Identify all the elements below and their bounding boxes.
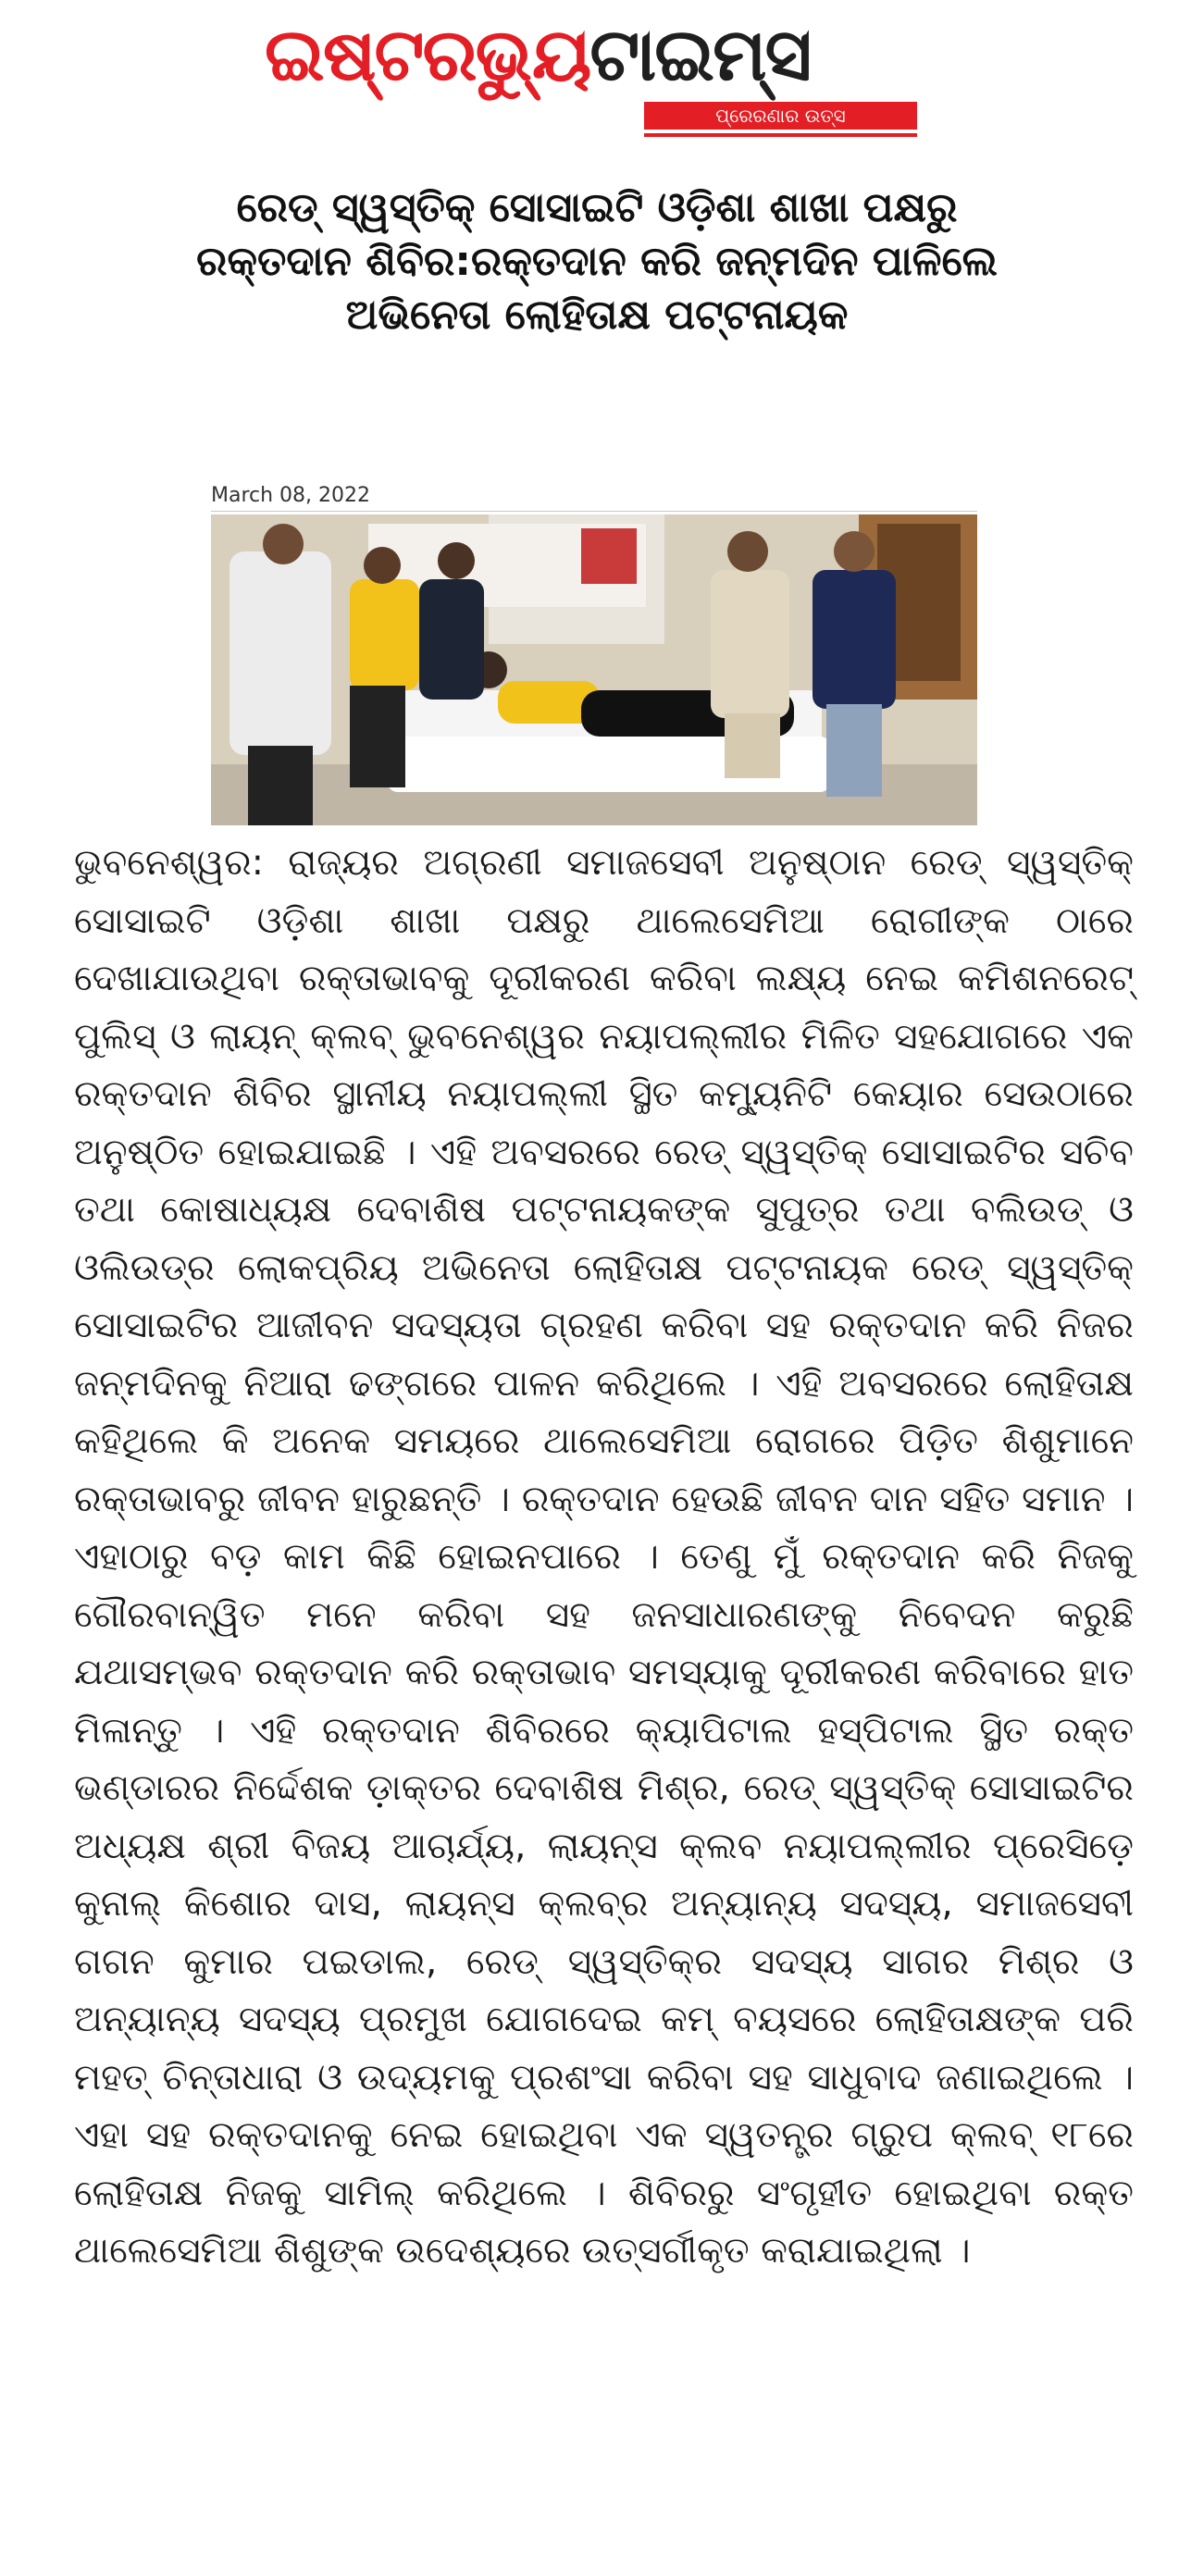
article-photo [211, 514, 977, 825]
logo-part-black: ଟାଇମ୍ସ [589, 14, 811, 97]
logo-tagline: ପ୍ରେରଣାର ଉତ୍ସ [644, 102, 917, 130]
site-logo[interactable] [265, 11, 931, 100]
masthead [265, 4, 931, 142]
logo-part-red: ଇଷ୍ଟରଭ୍ୟୁ [265, 14, 590, 97]
article-date: March 08, 2022 [211, 483, 977, 512]
logo-underline [644, 133, 917, 137]
blood-donation-photo-illustration [211, 514, 977, 825]
article-body: ଭୁବନେଶ୍ୱର: ରାଜ୍ୟର ଅଗ୍ରଣୀ ସମାଜସେବୀ ଅନୁଷ୍ଠାନ ରେଡ୍ ସ୍ୱସ୍ତିକ୍ ସୋସାଇଟି ଓଡ଼ିଶା ଶାଖା ପକ୍ଷରୁ ଥାଲେସେମିଆ ରୋଗୀଙ୍କ ଠାରେ ଦେଖାଯାଉଥିବା ରକ୍ତାଭାବକୁ ଦୂରୀକରଣ କରିବା ଲକ୍ଷ୍ୟ ନେଇ କମିଶନରେଟ୍ ପୁଲିସ୍ ଓ ଲାୟନ୍ କ୍ଲବ୍ ଭୁବନେଶ୍ୱର ନୟାପଲ୍ଲୀର ମିଳିତ ସହଯୋଗରେ ଏକ ରକ୍ତଦାନ ଶିବିର ସ୍ଥାନୀୟ ନୟାପଲ୍ଲୀ ସ୍ଥିତ କମ୍ୟୁନିଟି କେୟାର ସେଉଠାରେ ଅନୁଷ୍ଠିତ ହୋଇଯାଇଛି । ଏହି ଅବସରରେ ରେଡ୍ ସ୍ୱସ୍ତିକ୍ ସୋସାଇଟିର ସଚିବ ତଥା କୋଷାଧ୍ୟକ୍ଷ ଦେବାଶିଷ ପଟ୍ଟନାୟକଙ୍କ ସୁପୁତ୍ର ତଥା ବଲିଉଡ୍ ଓ ଓଲିଉଡ୍ର ଲୋକପ୍ରିୟ ଅଭିନେତା ଲୋହିତାକ୍ଷ ପଟ୍ଟନାୟକ ରେଡ୍ ସ୍ୱସ୍ତିକ୍ ସୋସାଇଟିର ଆଜୀବନ ସଦସ୍ୟତା ଗ୍ରହଣ କରିବା ସହ ରକ୍ତଦାନ କରି ନିଜର ଜନ୍ମଦିନକୁ ନିଆରା ଢଙ୍ଗରେ ପାଳନ କରିଥିଲେ । ଏହି ଅବସରରେ ଲୋହିତାକ୍ଷ କହିଥିଲେ କି ଅନେକ ସମୟରେ ଥାଲେସେମିଆ ରୋଗରେ ପିଡ଼ିତ ଶିଶୁମାନେ ରକ୍ତାଭାବରୁ ଜୀବନ ହାରୁଛନ୍ତି । ରକ୍ତଦାନ ହେଉଛି ଜୀବନ ଦାନ ସହିତ ସମାନ । ଏହାଠାରୁ ବଡ଼ କାମ କିଛି ହୋଇନପାରେ । ତେଣୁ ମୁଁ ରକ୍ତଦାନ କରି ନିଜକୁ ଗୌରବାନ୍ୱିତ ମନେ କରିବା ସହ ଜନସାଧାରଣଙ୍କୁ ନିବେଦନ କରୁଛି ଯଥାସମ୍ଭବ ରକ୍ତଦାନ କରି ରକ୍ତାଭାବ ସମସ୍ୟାକୁ ଦୂରୀକରଣ କରିବାରେ ହାତ ମିଳାନ୍ତୁ । ଏହି ରକ୍ତଦାନ ଶିବିରରେ କ୍ୟାପିଟାଲ ହସ୍ପିଟାଲ ସ୍ଥିତ ରକ୍ତ ଭଣ୍ଡାରର ନିର୍ଦ୍ଦେଶକ ଡ଼ାକ୍ତର ଦେବାଶିଷ ମିଶ୍ର, ରେଡ୍ ସ୍ୱସ୍ତିକ୍ ସୋସାଇଟିର ଅଧ୍ୟକ୍ଷ ଶ୍ରୀ ବିଜୟ ଆଚାର୍ଯ୍ୟ, ଲାୟନ୍ସ କ୍ଲବ ନୟାପଲ୍ଲୀର ପ୍ରେସିଡ଼େ କୁନାଲ୍ କିଶୋର ଦାସ, ଲାୟନ୍ସ କ୍ଲବ୍ର ଅନ୍ୟାନ୍ୟ ସଦସ୍ୟ, ସମାଜସେବୀ ଗଗନ କୁମାର ପଇଡାଲ, ରେଡ୍ ସ୍ୱସ୍ତିକ୍ର ସଦସ୍ୟ ସାଗର ମିଶ୍ର ଓ ଅନ୍ୟାନ୍ୟ ସଦସ୍ୟ ପ୍ରମୁଖ ଯୋଗଦେଇ କମ୍ ବୟସରେ ଲୋହିତାକ୍ଷଙ୍କ ପରି ମହତ୍ ଚିନ୍ତାଧାରା ଓ ଉଦ୍ୟମକୁ ପ୍ରଶଂସା କରିବା ସହ ସାଧୁବାଦ ଜଣାଇଥିଲେ । ଏହା ସହ ରକ୍ତଦାନକୁ ନେଇ ହୋଇଥିବା ଏକ ସ୍ୱତନ୍ତ୍ର ଗ୍ରୁପ କ୍ଲବ୍ ୧୮ରେ ଲୋହିତାକ୍ଷ ନିଜକୁ ସାମିଲ୍ କରିଥିଲେ । ଶିବିରରୁ ସଂଗୃହୀତ ହୋଇଥିବା ରକ୍ତ ଥାଲେସେମିଆ ଶିଶୁଙ୍କ ଉଦେଶ୍ୟରେ ଉତ୍ସର୍ଗୀକୃତ କରାଯାଇଥିଲା । [74, 842, 1134, 2272]
article-headline: ରେଡ୍ ସ୍ୱସ୍ତିକ୍ ସୋସାଇଟି ଓଡ଼ିଶା ଶାଖା ପକ୍ଷରୁ ରକ୍ତଦାନ ଶିବିର:ରକ୍ତଦାନ କରି ଜନ୍ମଦିନ ପାଳିଲେ ଅଭିନେତା ଲୋହିତାକ୍ଷ ପଟ୍ଟନାୟକ [196, 184, 998, 339]
